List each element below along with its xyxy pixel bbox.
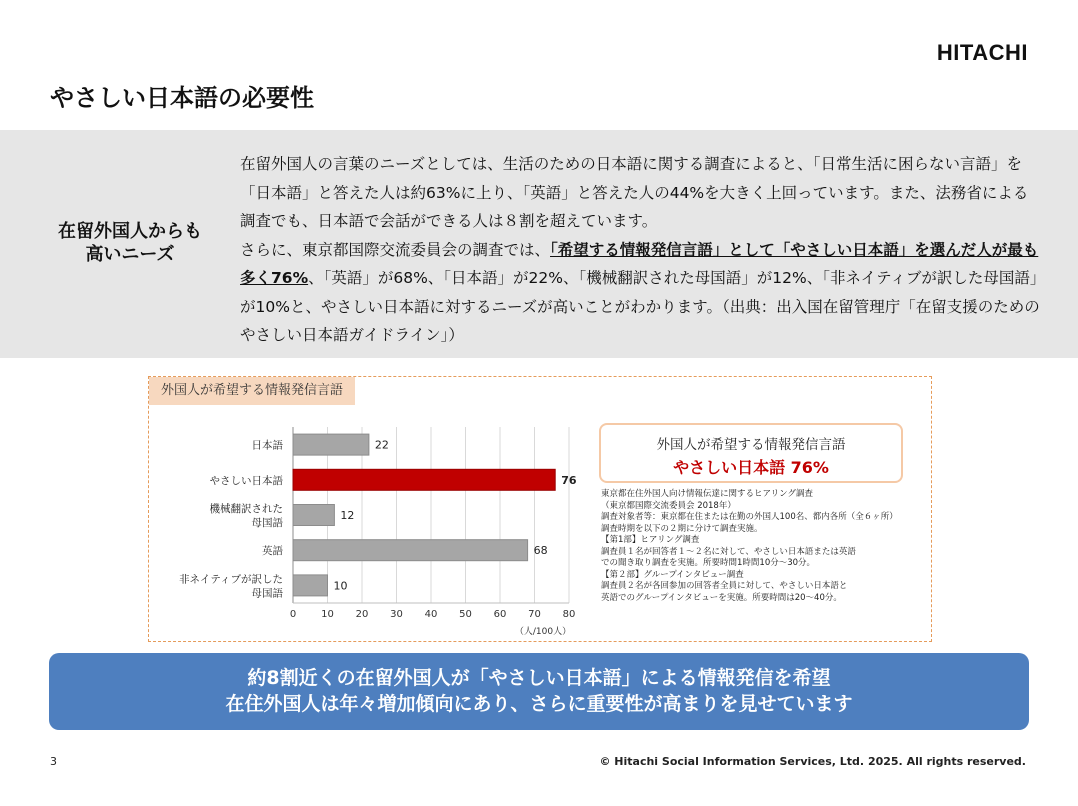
- survey-note-line: 調査時期を以下の２期に分けて調査実施。: [601, 523, 763, 534]
- intro-heading-line1: 在留外国人からも: [58, 221, 202, 242]
- survey-note-line: 【第1部】ヒアリング調査: [601, 535, 700, 545]
- survey-note-line: 【第２部】グループインタビュー調査: [601, 569, 744, 580]
- x-tick-label: 50: [459, 609, 472, 620]
- hitachi-logo: HITACHI: [936, 40, 1028, 65]
- intro-paragraph-1: 在留外国人の言葉のニーズとしては、生活のための日本語に関する調査によると、「日常生活に困らない言語」を「日本語」と答えた人は約63%に上り、「英語」と答えた人の44%を大きく上回っています。また、法務省による調査でも、日本語で会話ができる人は８割を超えています。: [240, 155, 1029, 230]
- intro-paragraph-2-emphasis: 「希望する情報発信言語」として「やさしい日本語」を選んだ人が最も多く76%: [240, 240, 1039, 287]
- conclusion-banner: [49, 653, 1029, 730]
- chart-frame: [148, 376, 932, 642]
- category-label: 日本語: [251, 439, 283, 452]
- x-tick-label: 80: [562, 609, 576, 620]
- x-tick-label: 30: [390, 609, 403, 620]
- intro-section: [0, 130, 1078, 358]
- bar: [293, 505, 334, 526]
- x-tick-label: 70: [528, 609, 541, 620]
- category-label: 英語: [262, 545, 283, 558]
- bar: [293, 469, 555, 490]
- x-tick-label: 60: [493, 609, 507, 620]
- intro-heading-line2: 高いニーズ: [85, 244, 175, 265]
- callout-title: 外国人が希望する情報発信言語: [656, 437, 846, 453]
- intro-heading: [40, 220, 220, 266]
- x-tick-label: 10: [321, 609, 334, 620]
- x-tick-label: 40: [424, 609, 438, 620]
- bar-value-label: 12: [340, 509, 355, 522]
- category-label: 母国語: [251, 517, 283, 529]
- survey-note-line: （東京都国際交流委員会 2018年）: [601, 500, 736, 511]
- survey-note-line: での聞き取り調査を実施。所要時間1時間10分～30分。: [601, 558, 816, 568]
- bar-value-label: 10: [333, 579, 348, 593]
- category-label: 母国語: [251, 587, 283, 600]
- copyright: © Hitachi Social Information Services, Ltd. 2025. All rights reserved.: [599, 755, 1026, 768]
- survey-note-line: 調査員２名が各回参加の回答者全員に対して、やさしい日本語と: [601, 581, 848, 591]
- bar-value-label: 76: [561, 473, 577, 487]
- banner-line-1: 約8割近くの在留外国人が「やさしい日本語」による情報発信を希望: [247, 667, 831, 689]
- survey-notes: [601, 489, 921, 604]
- x-tick-label: 0: [289, 609, 297, 620]
- survey-note-line: 調査対象者等：東京都在住または在勤の外国人100名、都内各所（全６ヶ所）: [601, 512, 898, 522]
- bar-value-label: 68: [533, 544, 548, 558]
- chart-label: 外国人が希望する情報発信言語: [149, 377, 355, 405]
- survey-note-line: 東京都在住外国人向け情報伝達に関するヒアリング調査: [601, 489, 813, 499]
- callout-box: [599, 423, 903, 483]
- intro-text: [222, 150, 1040, 350]
- intro-paragraph-2-end: 、「英語」が68%、「日本語」が22%、「機械翻訳された母国語」が12%、「非ネイティブが訳した母国語」が10%と、やさしい日本語に対するニーズが高いことがわかります。（出典：出入国在留管理庁「在留支援のためのやさしい日本語ガイドライン」）: [240, 269, 1040, 344]
- category-label: 非ネイティブが訳した: [179, 573, 283, 586]
- bar: [293, 575, 328, 596]
- category-label: 機械翻訳された: [209, 503, 283, 515]
- intro-paragraph-2: [222, 236, 1040, 350]
- survey-note-line: 英語でのグループインタビューを実施。所要時間は20～40分。: [601, 592, 842, 603]
- intro-paragraph-2-start: さらに、東京都国際交流委員会の調査では、: [240, 240, 551, 259]
- page-title: やさしい日本語の必要性: [50, 84, 314, 112]
- bar: [293, 540, 528, 561]
- x-tick-label: 20: [355, 609, 369, 620]
- category-label: やさしい日本語: [209, 474, 283, 487]
- banner-line-2: 在住外国人は年々増加傾向にあり、さらに重要性が高まりを見せています: [225, 693, 853, 715]
- bar: [293, 434, 369, 455]
- bar-chart: [149, 377, 589, 641]
- x-axis-label: （人/100人）: [514, 627, 572, 637]
- survey-note-line: 調査員１名が回答者１～２名に対して、やさしい日本語または英語: [601, 546, 856, 557]
- page-number: 3: [50, 755, 57, 768]
- bar-value-label: 22: [374, 438, 389, 452]
- callout-value: やさしい日本語 76%: [673, 458, 829, 477]
